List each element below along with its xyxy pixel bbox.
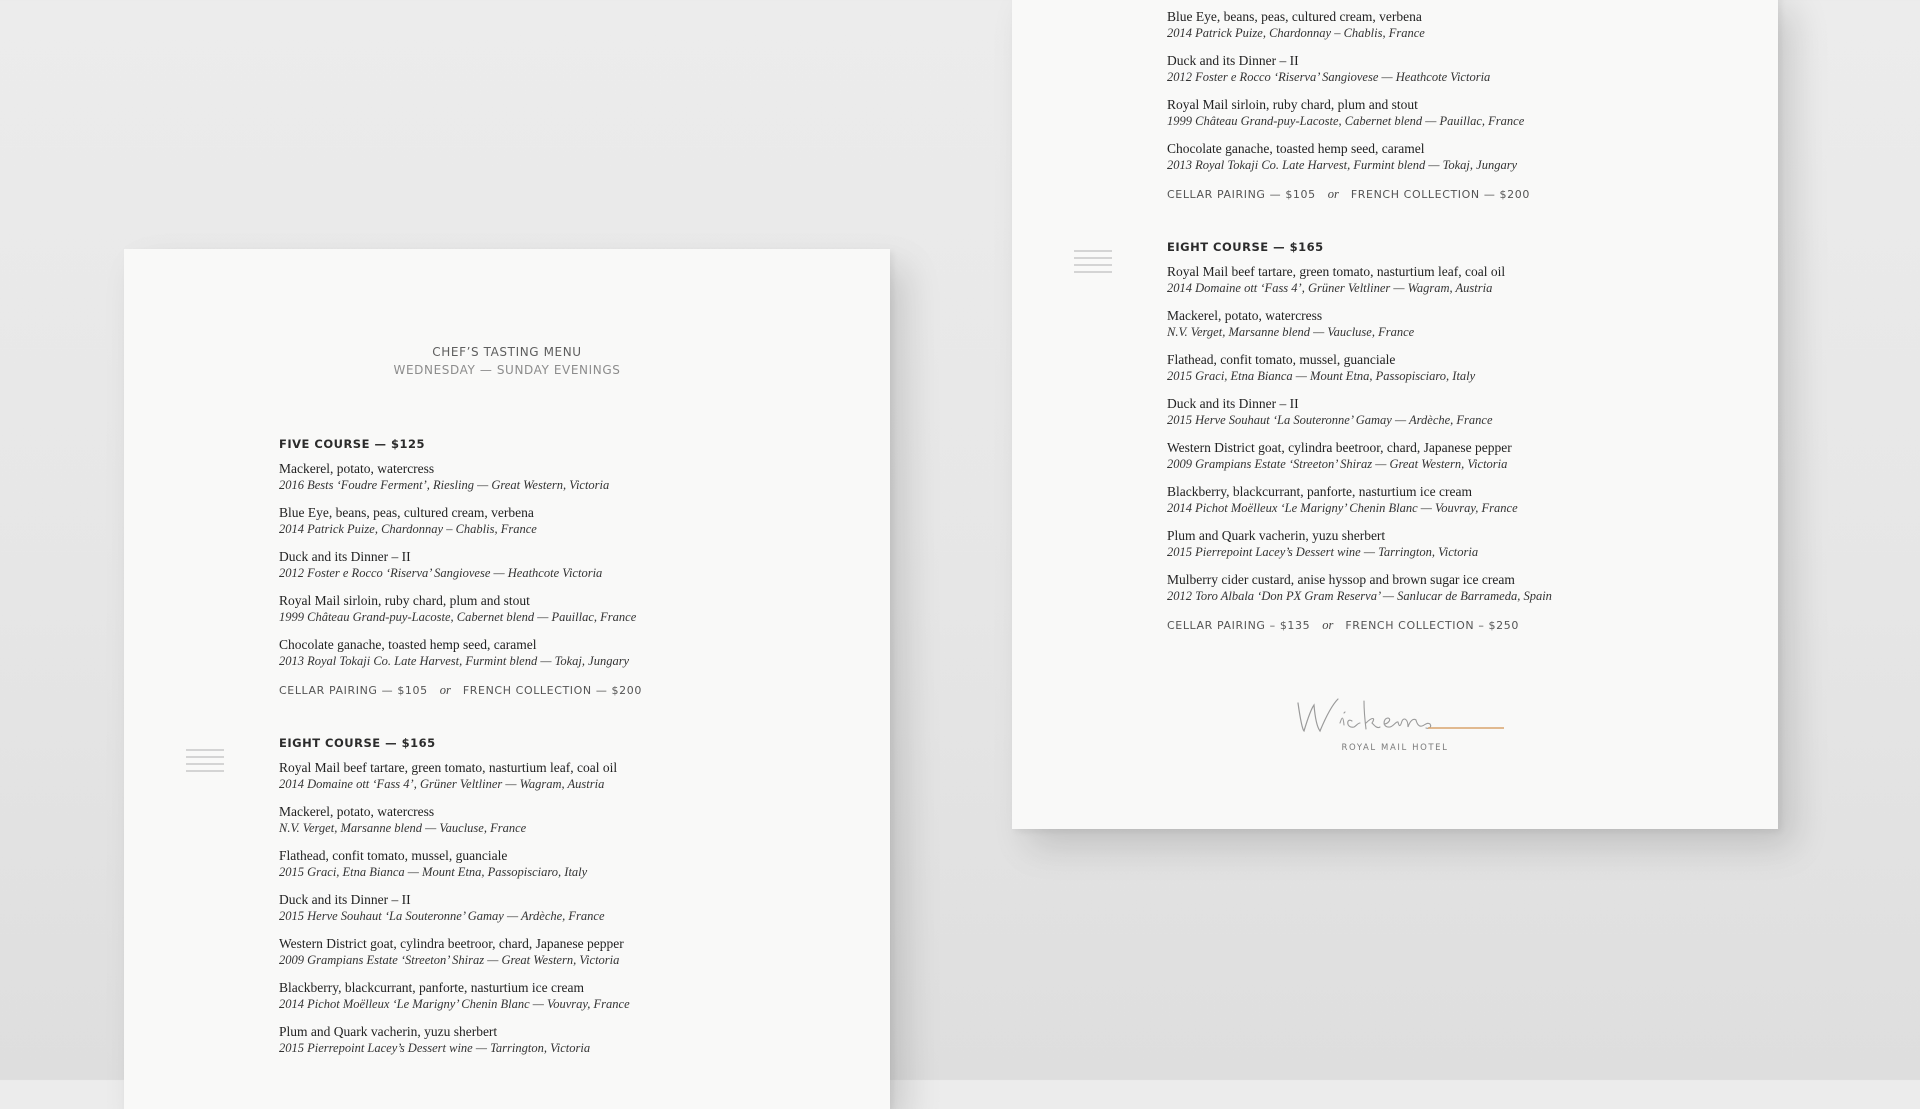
dish-name: Mackerel, potato, watercress [1167, 308, 1323, 323]
course-item [1167, 528, 1737, 560]
course-item [279, 549, 849, 581]
course-item [1167, 352, 1737, 384]
dish-name: Duck and its Dinner – II [279, 549, 411, 564]
french-collection-price: FRENCH COLLECTION — $200 [1350, 188, 1530, 201]
wine-pairing: 2014 Patrick Puize, Chardonnay – Chablis, France [279, 522, 537, 536]
course-item [1167, 308, 1737, 340]
course-item [1167, 53, 1737, 85]
wine-pairing: 2015 Graci, Etna Bianca — Mount Etna, Passopisciaro, Italy [279, 865, 588, 879]
menu-sheet-right [1012, 0, 1778, 829]
course-item [279, 848, 849, 880]
dish-name: Blackberry, blackcurrant, panforte, nasturtium ice cream [279, 980, 584, 995]
dish-name: Flathead, confit tomato, mussel, guanciale [1167, 352, 1396, 367]
wine-pairing: 2016 Bests ‘Foudre Ferment’, Riesling — Great Western, Victoria [279, 478, 610, 492]
dish-name: Duck and its Dinner – II [1167, 396, 1299, 411]
course-item [279, 461, 849, 493]
pairing-or: or [1322, 618, 1334, 632]
wine-pairing: 2012 Foster e Rocco ‘Riserva’ Sangiovese — Heathcote Victoria [1167, 70, 1491, 84]
pairing-options [1167, 185, 1737, 203]
dish-name: Western District goat, cylindra beetroor, chard, Japanese pepper [1167, 440, 1512, 455]
wine-pairing: N.V. Verget, Marsanne blend — Vaucluse, France [279, 821, 527, 835]
dish-name: Plum and Quark vacherin, yuzu sherbert [1167, 528, 1386, 543]
wine-pairing: 2014 Domaine ott ‘Fass 4’, Grüner Veltliner — Wagram, Austria [1167, 281, 1493, 295]
course-item [279, 505, 849, 537]
dish-name: Chocolate ganache, toasted hemp seed, caramel [279, 637, 537, 652]
course-item [1167, 141, 1737, 173]
course-item [1167, 440, 1737, 472]
wine-pairing: 1999 Château Grand-puy-Lacoste, Cabernet blend — Pauillac, France [1167, 114, 1525, 128]
wine-pairing: 2013 Royal Tokaji Co. Late Harvest, Furmint blend — Tokaj, Jungary [1167, 158, 1518, 172]
course-item [1167, 396, 1737, 428]
eight-course-heading: EIGHT COURSE — $165 [279, 736, 436, 750]
pairing-or: or [439, 683, 451, 697]
dish-name: Blue Eye, beans, peas, cultured cream, verbena [279, 505, 534, 520]
menu-body [279, 435, 849, 1068]
dish-name: Western District goat, cylindra beetroor, chard, Japanese pepper [279, 936, 624, 951]
lines-icon [1074, 250, 1112, 278]
dish-name: Blackberry, blackcurrant, panforte, nasturtium ice cream [1167, 484, 1472, 499]
dish-name: Duck and its Dinner – II [1167, 53, 1299, 68]
course-item [279, 637, 849, 669]
logo-subtitle: ROYAL MAIL HOTEL [1341, 743, 1449, 753]
lines-icon [186, 749, 224, 777]
course-item [1167, 97, 1737, 129]
course-item [279, 804, 849, 836]
dish-name: Royal Mail sirloin, ruby chard, plum and stout [1167, 97, 1418, 112]
wine-pairing: 1999 Château Grand-puy-Lacoste, Cabernet blend — Pauillac, France [279, 610, 637, 624]
pairing-options [279, 681, 849, 699]
course-item [279, 1024, 849, 1056]
dish-name: Mackerel, potato, watercress [279, 804, 435, 819]
wickens-logo [1012, 691, 1778, 753]
wine-pairing: 2015 Graci, Etna Bianca — Mount Etna, Passopisciaro, Italy [1167, 369, 1476, 383]
wine-pairing: 2015 Pierrepoint Lacey’s Dessert wine — Tarrington, Victoria [1167, 545, 1479, 559]
eight-course-heading: EIGHT COURSE — $165 [1167, 240, 1324, 254]
dish-name: Mackerel, potato, watercress [279, 461, 435, 476]
wine-pairing: 2015 Pierrepoint Lacey’s Dessert wine — Tarrington, Victoria [279, 1041, 591, 1055]
wine-pairing: N.V. Verget, Marsanne blend — Vaucluse, France [1167, 325, 1415, 339]
wine-pairing: 2013 Royal Tokaji Co. Late Harvest, Furmint blend — Tokaj, Jungary [279, 654, 630, 668]
wine-pairing: 2009 Grampians Estate ‘Streeton’ Shiraz — Great Western, Victoria [279, 953, 620, 967]
french-collection-price: FRENCH COLLECTION – $250 [1345, 619, 1519, 632]
dish-name: Plum and Quark vacherin, yuzu sherbert [279, 1024, 498, 1039]
dish-name: Royal Mail sirloin, ruby chard, plum and stout [279, 593, 530, 608]
french-collection-price: FRENCH COLLECTION — $200 [462, 684, 642, 697]
dish-name: Royal Mail beef tartare, green tomato, nasturtium leaf, coal oil [1167, 264, 1506, 279]
menu-subtitle: WEDNESDAY — SUNDAY EVENINGS [393, 363, 621, 377]
course-item [279, 892, 849, 924]
pairing-or: or [1327, 187, 1339, 201]
wine-pairing: 2014 Pichot Moëlleux ‘Le Marigny’ Chenin Blanc — Vouvray, France [279, 997, 630, 1011]
dish-name: Flathead, confit tomato, mussel, guanciale [279, 848, 508, 863]
course-item [1167, 572, 1737, 604]
course-item [279, 593, 849, 625]
wine-pairing: 2014 Domaine ott ‘Fass 4’, Grüner Veltliner — Wagram, Austria [279, 777, 605, 791]
menu-body [1167, 9, 1737, 634]
course-item [279, 980, 849, 1012]
cellar-pairing-price: CELLAR PAIRING — $105 [1167, 188, 1316, 201]
five-course-heading: FIVE COURSE — $125 [279, 437, 425, 451]
cellar-pairing-price: CELLAR PAIRING — $105 [279, 684, 428, 697]
menu-sheet-left [124, 249, 890, 1109]
cellar-pairing-price: CELLAR PAIRING – $135 [1167, 619, 1311, 632]
course-item [1167, 9, 1737, 41]
course-item [1167, 484, 1737, 516]
dish-name: Chocolate ganache, toasted hemp seed, caramel [1167, 141, 1425, 156]
menu-title: CHEF’S TASTING MENU [432, 345, 582, 359]
wine-pairing: 2015 Herve Souhaut ‘La Souteronne’ Gamay — Ardèche, France [279, 909, 605, 923]
wine-pairing: 2014 Patrick Puize, Chardonnay – Chablis, France [1167, 26, 1425, 40]
course-item [1167, 264, 1737, 296]
dish-name: Royal Mail beef tartare, green tomato, nasturtium leaf, coal oil [279, 760, 618, 775]
wine-pairing: 2015 Herve Souhaut ‘La Souteronne’ Gamay — Ardèche, France [1167, 413, 1493, 427]
wine-pairing: 2009 Grampians Estate ‘Streeton’ Shiraz — Great Western, Victoria [1167, 457, 1508, 471]
wine-pairing: 2012 Foster e Rocco ‘Riserva’ Sangiovese — Heathcote Victoria [279, 566, 603, 580]
wickens-signature-icon [1280, 691, 1510, 741]
course-item [279, 936, 849, 968]
pairing-options [1167, 616, 1737, 634]
dish-name: Duck and its Dinner – II [279, 892, 411, 907]
course-item [279, 760, 849, 792]
wine-pairing: 2014 Pichot Moëlleux ‘Le Marigny’ Chenin Blanc — Vouvray, France [1167, 501, 1518, 515]
dish-name: Blue Eye, beans, peas, cultured cream, verbena [1167, 9, 1422, 24]
menu-header [124, 343, 890, 379]
wine-pairing: 2012 Toro Albala ‘Don PX Gram Reserva’ — Sanlucar de Barrameda, Spain [1167, 589, 1552, 603]
dish-name: Mulberry cider custard, anise hyssop and brown sugar ice cream [1167, 572, 1515, 587]
